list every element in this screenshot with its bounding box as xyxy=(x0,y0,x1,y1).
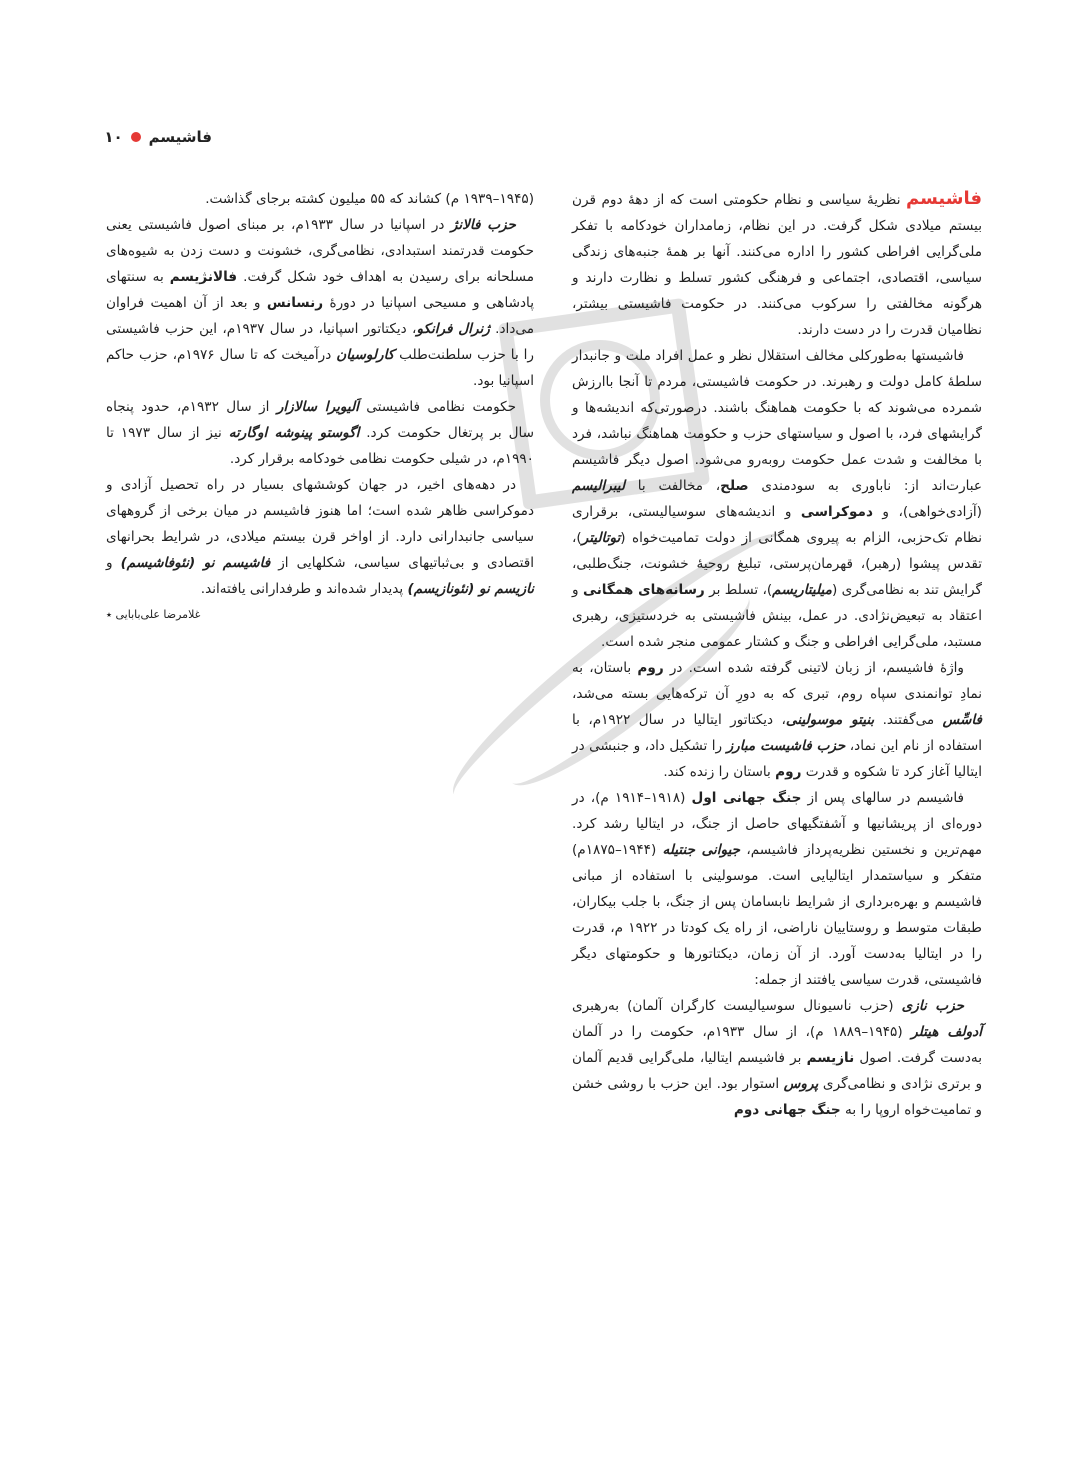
article-column-right xyxy=(572,186,982,1123)
headword: فاشیسم xyxy=(905,188,982,209)
article-column-left xyxy=(106,186,534,628)
term-rome: روم xyxy=(637,660,664,676)
page-header xyxy=(102,124,212,150)
paragraph-text: فاشیسم در سالهای پس از xyxy=(801,790,964,806)
paragraph-text: فاشیستها به‌طورکلی مخالف استقلال نظر و عمل افراد ملت و جانبدار سلطهٔ کامل دولت و رهبرند. در حکومت فاشیستی، مردم تا آنجا باارزش شمرده می‌شوند که با حکومت هماهنگ باشند. درصورتی‌که اندیشه‌ها و گرایشهای فرد، با اصول و سیاستهای حزب و حکومت هماهنگ نباشد، فرد با مخالفت و شدت عمل حکومت روبه‌رو می‌شود. اصول دیگر فاشیسم عبارت‌اند از: ناباوری به سودمندی xyxy=(572,348,982,494)
paragraph-text: در دهه‌های اخیر، در جهان کوششهای بسیار در راه تحصیل آزادی و دموکراسی ظاهر شده است؛ اما هنوز فاشیسم در میان برخی از گروههای سیاسی جانبدارانی دارد. از اواخر قرن بیستم میلادی، در شرایط بحرانهای اقتصادی و بی‌ثباتیهای سیاسی، شکلهایی از xyxy=(106,477,534,571)
paragraph-text: ، مخالفت با xyxy=(625,478,721,494)
term-hitler: آدولف هیتلر xyxy=(911,1024,982,1040)
term-neonazism: نازیسم نو (نئونازیسم) xyxy=(407,581,534,597)
author-line xyxy=(106,602,534,628)
bullet-dot-icon xyxy=(131,132,141,142)
paragraph-nazi xyxy=(572,993,982,1123)
paragraph-text: باستان را زنده کند. xyxy=(663,764,776,780)
running-title: فاشیسم xyxy=(148,128,212,146)
paragraph-text: را تشکیل داد، و جنبشی در ایتالیا آغاز کرد تا شکوه و قدرت xyxy=(572,738,982,780)
paragraph-text: استوار بود. این حزب با روشی خشن و تمامیت‌خواه اروپا را به xyxy=(572,1076,982,1118)
author-credit: غلامرضا علی‌بابایی ٭ xyxy=(106,608,201,621)
paragraph-text: (حزب ناسیونال سوسیالیست کارگران آلمان) به‌رهبری xyxy=(572,998,902,1014)
term-liberalism: لیبرالیسم xyxy=(572,478,626,494)
paragraph-text: )، تسلط بر xyxy=(704,582,773,598)
paragraph-text: و بعد از آن اهمیت فراوان می‌داد. xyxy=(106,295,534,337)
paragraph-text: باستان، به نمادِ توانمندی سپاه روم، تبری که به دورِ آن ترکه‌هایی بسته می‌شد، xyxy=(572,660,982,702)
paragraph-history xyxy=(572,785,982,993)
paragraph-text: (۱۹۱۸–۱۹۱۴ م)، در دوره‌ای از پریشانیها و آشفتگیهای حاصل از جنگ، در ایتالیا رشد کرد. مهم‌ترین و نخستین نظریه‌پرداز فاشیسم، xyxy=(572,790,982,858)
term-falangism: فالانژیسم xyxy=(169,269,238,285)
term-mussolini: بنیتو موسولینی xyxy=(785,712,875,728)
paragraph-text: از سال ۱۹۳۲م، حدود پنجاه سال بر پرتغال حکومت کرد. xyxy=(106,399,535,441)
term-renaissance: رنسانس xyxy=(266,295,324,311)
term-salazar: اَلیویرا سالازار xyxy=(276,399,359,415)
paragraph-text: پدیدار شده‌اند و طرفدارانی یافته‌اند. xyxy=(200,581,408,597)
term-fasces: فاسِّس xyxy=(942,712,982,728)
paragraph-text: به سنتهای پادشاهی و مسیحی اسپانیا در دورهٔ xyxy=(106,269,534,311)
paragraph-portugal-chile xyxy=(106,394,534,472)
term-fascist-party: حزب فاشیست مبارز xyxy=(726,738,846,754)
term-franco: ژنرال فرانکو xyxy=(416,321,490,337)
paragraph-etymology xyxy=(572,655,982,785)
paragraph-text: در اسپانیا در سال ۱۹۳۳م، بر مبنای اصول فاشیستی یعنی حکومت قدرتمند استبدادی، نظامی‌گری، خشونت و دست زدن به شیوه‌های مسلحانه برای رسیدن به اهداف خود شکل گرفت. xyxy=(106,217,534,285)
paragraph-principles xyxy=(572,343,982,655)
paragraph-text: ، دیکتاتور ایتالیا در سال ۱۹۲۲م، با استفاده از نام این نماد، xyxy=(572,712,982,754)
paragraph-text: واژهٔ فاشیسم، از زبان لاتینی گرفته شده است. در xyxy=(663,660,964,676)
paragraph-text: حکومت نظامی فاشیستی xyxy=(358,399,517,415)
paragraph-text: و xyxy=(106,555,121,571)
paragraph-text: نیز از سال ۱۹۷۳ تا ۱۹۹۰م، در شیلی حکومت نظامی خودکامه برقرار کرد. xyxy=(106,425,534,467)
term-militarism: میلیتاریسم xyxy=(772,582,832,598)
paragraph-text: می‌گفتند. xyxy=(874,712,943,728)
term-pinochet: اگوستو پینوشه اوگارته xyxy=(228,425,360,441)
term-ww1: جنگ جهانی اول xyxy=(691,790,802,806)
paragraph-text: (۱۹۴۴–۱۸۷۵م) متفکر و سیاستمدار ایتالیایی است. موسولینی با استفاده از مبانی فاشیسم و بهره‌برداری از شرایط نابسامان پس از جنگ، با جلب بیکاران، طبقات متوسط و روستاییان ناراضی، از راه یک کودتا در ۱۹۲۲ م، قدرت را در ایتالیا به‌دست آورد. از آن زمان، دیکتاتورها و حکومتهای دیگر فاشیستی، قدرت سیاسی یافتند از جمله: xyxy=(572,842,982,988)
term-totalitarian: توتالیتر xyxy=(581,530,621,546)
paragraph-text: (۱۹۴۵–۱۸۸۹ م)، از سال ۱۹۳۳م، حکومت را در آلمان به‌دست گرفت. اصول xyxy=(572,1024,982,1066)
paragraph-text: درآمیخت که تا سال ۱۹۷۶م، حزب حاکم اسپانیا بود. xyxy=(106,347,534,389)
term-ww2: جنگ جهانی دوم xyxy=(733,1102,841,1118)
term-democracy: دموکراسی xyxy=(800,504,873,520)
paragraph-intro xyxy=(572,186,982,343)
page-number: ۱۰ xyxy=(104,128,123,146)
term-nazism: نازیسم xyxy=(806,1050,855,1066)
paragraph-falange xyxy=(106,212,534,394)
paragraph-text: و اعتقاد به تبعیض‌نژادی. در عمل، بینش فاشیستی به خردستیزی، رهبری مستبد، ملی‌گرایی افراطی و جنگ و کشتار عمومی منجر شده است. xyxy=(572,582,982,650)
term-nazi-party: حزب نازی xyxy=(901,998,964,1014)
paragraph-recent xyxy=(106,472,534,602)
paragraph-text: (آزادی‌خواهی)، و xyxy=(872,504,982,520)
paragraph-text: )، تقدس پیشوا (رهبر)، قهرمان‌پرستی، تبلیغ روحیهٔ خشونت، جنگ‌طلبی، گرایش تند به نظامی‌گری ( xyxy=(572,530,982,598)
paragraph-text: و اندیشه‌های سوسیالیستی، برقراری نظام تک‌حزبی، الزام به پیروی همگانی از دولت تمامیت‌خواه ( xyxy=(572,504,982,546)
term-peace: صلح xyxy=(720,478,749,494)
paragraph-text: بر فاشیسم ایتالیا، ملی‌گرایی قدیم آلمان و برتری نژادی و نظامی‌گری xyxy=(572,1050,983,1092)
term-gentile: جیوانی جنتیله xyxy=(662,842,741,858)
paragraph-ww2-continued: (۱۹۴۵–۱۹۳۹ م) کشاند که ۵۵ میلیون کشته برجای گذاشت. xyxy=(205,191,534,207)
term-mass-media: رسانه‌های همگانی xyxy=(582,582,705,598)
term-prussia: پروس xyxy=(783,1076,819,1092)
term-falange: حزب فالانژ xyxy=(450,217,516,233)
paragraph-text: ، دیکتاتور اسپانیا، در سال ۱۹۳۷م، این حزب فاشیستی را با حزب سلطنت‌طلب xyxy=(106,321,534,363)
term-rome: روم xyxy=(775,764,802,780)
paragraph-text: نظریهٔ سیاسی و نظام حکومتی است که از دههٔ دوم قرن بیستم میلادی شکل گرفت. در این نظام، زمامداران خودکامه با تفکر ملی‌گرایی افراطی کشور را اداره می‌کنند. آنها بر همهٔ جنبه‌های زندگی سیاسی، اقتصادی، اجتماعی و فرهنگی کشور تسلط و نظارت دارند و هرگونه مخالفتی را سرکوب می‌کنند. در حکومت فاشیستی بیشتر، نظامیان قدرت را در دست دارند. xyxy=(572,192,982,338)
term-carlists: کارلوسیان xyxy=(336,347,395,363)
term-neofascism: فاشیسم نو (نئوفاشیسم) xyxy=(120,555,271,571)
